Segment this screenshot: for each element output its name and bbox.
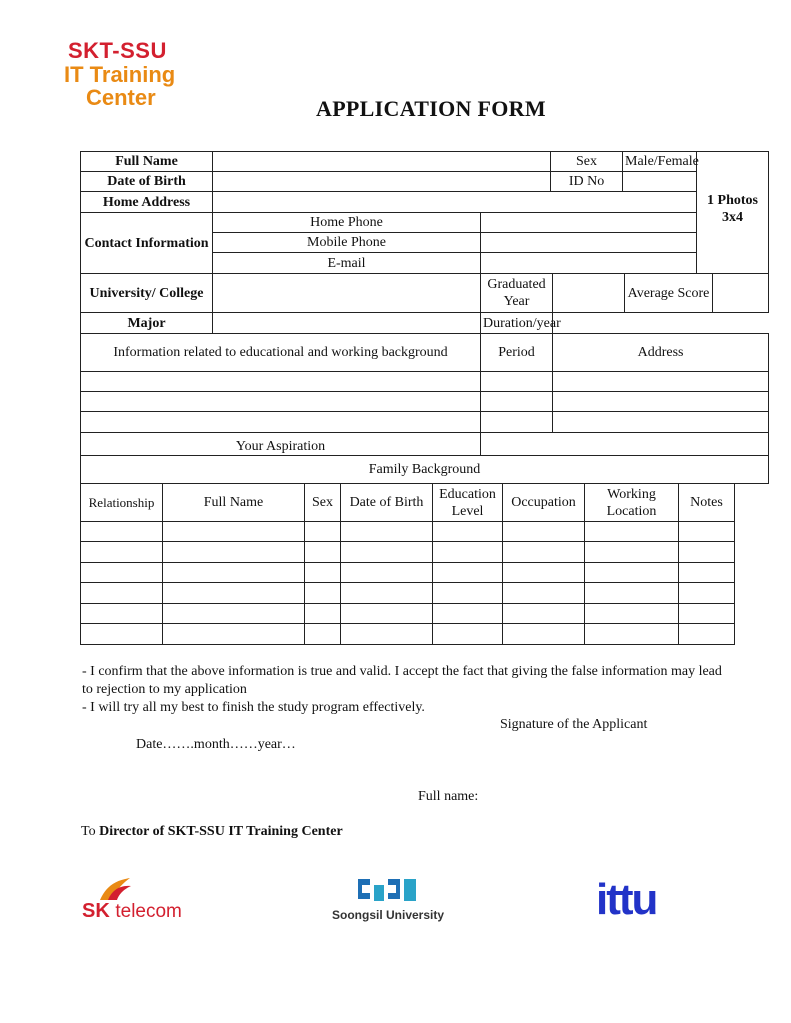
family-header-full-name: Full Name — [163, 484, 305, 522]
family-cell[interactable] — [679, 542, 735, 563]
logo-line-1: SKT-SSU — [68, 38, 167, 63]
family-cell[interactable] — [81, 624, 163, 645]
family-section-title: Family Background — [81, 456, 769, 484]
home-address-label: Home Address — [81, 192, 213, 213]
family-cell[interactable] — [81, 522, 163, 542]
email-field[interactable] — [481, 253, 697, 274]
family-row — [81, 542, 735, 563]
family-cell[interactable] — [503, 583, 585, 604]
full-name-signature-label: Full name: — [418, 789, 479, 804]
family-cell[interactable] — [433, 542, 503, 563]
photo-box: 1 Photos 3x4 — [697, 152, 769, 274]
ittu-logo: ittu — [596, 875, 657, 924]
family-cell[interactable] — [503, 563, 585, 583]
home-phone-field[interactable] — [481, 213, 697, 233]
logo-line-3: Center — [86, 85, 156, 110]
family-header-relationship: Relationship — [81, 484, 163, 522]
university-field[interactable] — [213, 274, 481, 313]
soongsil-name: Soongsil University — [332, 908, 445, 922]
family-header-education: Education Level — [433, 484, 503, 522]
soongsil-mark-icon — [358, 877, 420, 905]
family-cell[interactable] — [585, 604, 679, 624]
sk-wing-icon — [98, 876, 132, 902]
university-label: University/ College — [81, 274, 213, 313]
home-phone-label: Home Phone — [213, 213, 481, 233]
family-cell[interactable] — [433, 522, 503, 542]
family-cell[interactable] — [81, 563, 163, 583]
family-cell[interactable] — [433, 563, 503, 583]
family-cell[interactable] — [81, 542, 163, 563]
family-cell[interactable] — [585, 522, 679, 542]
family-table — [80, 483, 735, 645]
family-cell[interactable] — [679, 583, 735, 604]
duration-spacer — [553, 313, 769, 334]
family-cell[interactable] — [163, 604, 305, 624]
family-row — [81, 624, 735, 645]
full-name-field[interactable] — [213, 152, 551, 172]
full-name-label: Full Name — [81, 152, 213, 172]
average-score-field[interactable] — [713, 274, 769, 313]
background-row-1-address[interactable] — [553, 372, 769, 392]
background-row-3-info[interactable] — [81, 412, 481, 433]
sk-word: telecom — [115, 901, 182, 922]
background-row-2-info[interactable] — [81, 392, 481, 412]
family-cell[interactable] — [341, 604, 433, 624]
background-row-3-period[interactable] — [481, 412, 553, 433]
family-header-occupation: Occupation — [503, 484, 585, 522]
major-field[interactable] — [213, 313, 481, 334]
major-label: Major — [81, 313, 213, 334]
family-cell[interactable] — [503, 522, 585, 542]
sex-label: Sex — [551, 152, 623, 172]
skt-ssu-logo — [64, 40, 194, 109]
average-score-label: Average Score — [625, 274, 713, 313]
email-label: E-mail — [213, 253, 481, 274]
application-table — [80, 151, 769, 484]
family-header-sex: Sex — [305, 484, 341, 522]
family-cell[interactable] — [163, 542, 305, 563]
family-cell[interactable] — [341, 563, 433, 583]
family-cell[interactable] — [81, 583, 163, 604]
declaration-line-1: - I confirm that the above information is true and valid. I accept the fact that giving the false information may lead to rejection to my application — [82, 664, 722, 697]
family-cell[interactable] — [81, 604, 163, 624]
addressee-target: Director of SKT-SSU IT Training Center — [99, 824, 343, 839]
declaration — [82, 663, 722, 717]
addressee-prefix: To — [81, 824, 100, 839]
background-row-3-address[interactable] — [553, 412, 769, 433]
family-cell[interactable] — [433, 583, 503, 604]
dob-label: Date of Birth — [81, 172, 213, 192]
family-cell[interactable] — [341, 542, 433, 563]
family-cell[interactable] — [503, 604, 585, 624]
family-cell[interactable] — [679, 624, 735, 645]
family-cell[interactable] — [305, 542, 341, 563]
family-cell[interactable] — [585, 583, 679, 604]
graduated-year-label: Graduated Year — [481, 274, 553, 313]
family-cell[interactable] — [679, 522, 735, 542]
family-cell[interactable] — [433, 604, 503, 624]
page-title: APPLICATION FORM — [316, 96, 546, 121]
family-cell[interactable] — [341, 624, 433, 645]
family-cell[interactable] — [305, 563, 341, 583]
background-info-header: Information related to educational and working background — [81, 334, 481, 372]
declaration-line-2: - I will try all my best to finish the study program effectively. — [82, 700, 425, 715]
family-cell[interactable] — [163, 583, 305, 604]
family-cell[interactable] — [163, 624, 305, 645]
family-row — [81, 583, 735, 604]
aspiration-field[interactable] — [481, 433, 769, 456]
family-cell[interactable] — [585, 563, 679, 583]
graduated-year-field[interactable] — [553, 274, 625, 313]
soongsil-logo — [332, 877, 444, 927]
family-cell[interactable] — [341, 583, 433, 604]
sk-telecom-logo — [82, 876, 192, 926]
address-header: Address — [553, 334, 769, 372]
family-row — [81, 563, 735, 583]
family-cell[interactable] — [585, 624, 679, 645]
family-row — [81, 522, 735, 542]
family-cell[interactable] — [341, 522, 433, 542]
family-cell[interactable] — [503, 624, 585, 645]
family-row — [81, 604, 735, 624]
family-header-location: Working Location — [585, 484, 679, 522]
id-no-label: ID No — [551, 172, 623, 192]
addressee — [81, 824, 343, 840]
family-cell[interactable] — [585, 542, 679, 563]
background-row-2-address[interactable] — [553, 392, 769, 412]
background-row-1-period[interactable] — [481, 372, 553, 392]
family-header-notes: Notes — [679, 484, 735, 522]
period-header: Period — [481, 334, 553, 372]
family-header-dob: Date of Birth — [341, 484, 433, 522]
mobile-phone-field[interactable] — [481, 233, 697, 253]
family-cell[interactable] — [163, 522, 305, 542]
background-row-2-period[interactable] — [481, 392, 553, 412]
family-cell[interactable] — [305, 522, 341, 542]
duration-label: Duration/year — [481, 313, 553, 334]
family-cell[interactable] — [433, 624, 503, 645]
family-cell[interactable] — [305, 624, 341, 645]
aspiration-label: Your Aspiration — [81, 433, 481, 456]
family-cell[interactable] — [679, 604, 735, 624]
family-cell[interactable] — [679, 563, 735, 583]
logo-line-2: IT Training — [64, 62, 176, 87]
family-cell[interactable] — [305, 604, 341, 624]
family-cell[interactable] — [163, 563, 305, 583]
signature-label: Signature of the Applicant — [500, 717, 648, 732]
sk-telecom-text — [82, 900, 182, 923]
sk-brand: SK — [82, 900, 110, 922]
contact-label: Contact Information — [81, 213, 213, 274]
family-cell[interactable] — [503, 542, 585, 563]
dob-field[interactable] — [213, 172, 551, 192]
home-address-field[interactable] — [213, 192, 697, 213]
family-cell[interactable] — [305, 583, 341, 604]
background-row-1-info[interactable] — [81, 372, 481, 392]
mobile-phone-label: Mobile Phone — [213, 233, 481, 253]
date-line: Date…….month……year… — [136, 737, 296, 752]
sex-value[interactable]: Male/Female — [623, 152, 697, 172]
id-no-field[interactable] — [623, 172, 697, 192]
